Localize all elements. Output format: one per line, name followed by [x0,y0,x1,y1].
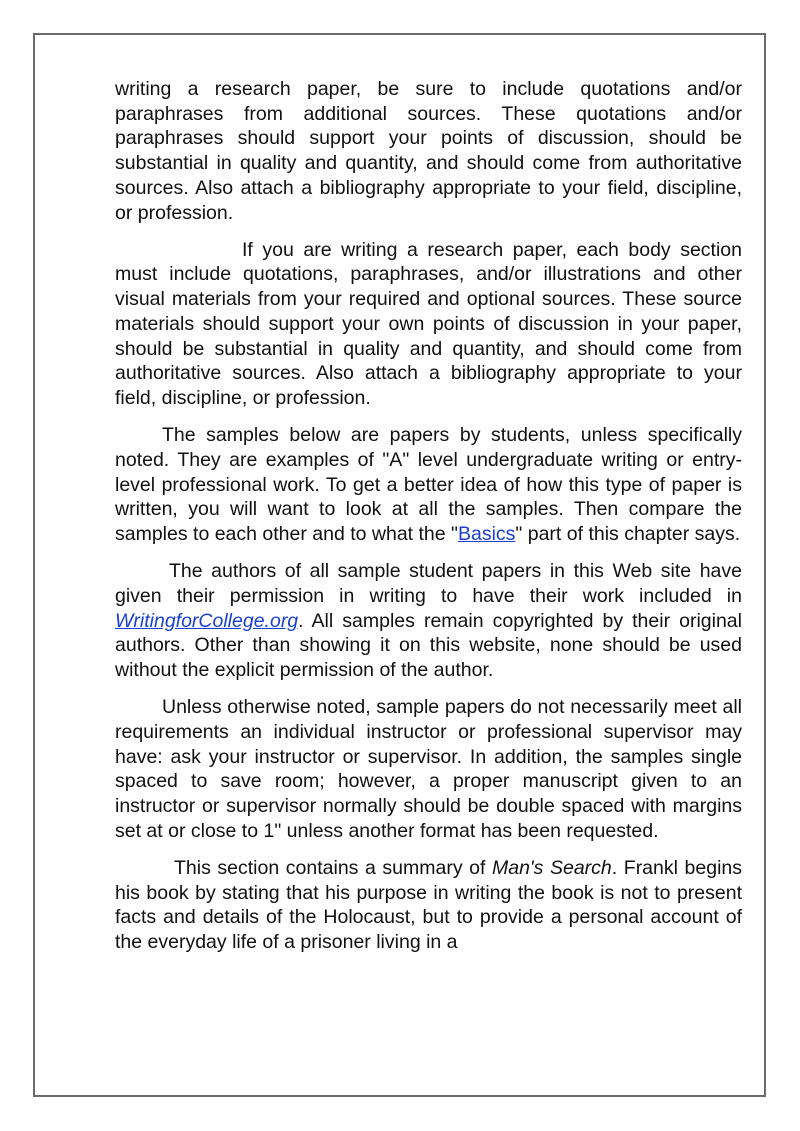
paragraph-3-text-start: The samples below are papers by students, unless specifically noted. They are examples of "A" level undergraduate writing or entry-level professional work. To get a better idea of how this type of paper is written, you will want to look at all the samples. Then compare the samples to each other and to what the " [115,424,742,545]
writingforcollege-link[interactable]: WritingforCollege.org [115,609,299,632]
paragraph-6 [115,856,742,955]
paragraph-4-text-end: . All samples remain copyrighted by their original authors. Other than showing it on this website, none should be used without the explicit permission of the author. [115,609,742,681]
paragraph-4-text-start: The authors of all sample student papers in this Web site have given their permission in writing to have their work included in [115,560,742,607]
paragraph-3-text-end: " part of this chapter says. [515,522,741,545]
basics-link[interactable]: Basics [457,522,516,545]
paragraph-6-text-start: This section contains a summary of [174,856,492,879]
paragraph-6-text-end: . Frankl begins his book by stating that his purpose in writing the book is not to present facts and details of the Holocaust, but to provide a personal account of the everyday life of a prisoner living in a [115,856,742,953]
paragraph-2: If you are writing a research paper, each body section must include quotations, paraphrases, and/or illustrations and other visual materials from your required and optional sources. These source materials should support your own points of discussion in your paper, should be substantial in quality and quantity, and should come from authoritative sources. Also attach a bibliography appropriate to your field, discipline, or profession. [115,238,742,409]
paragraph-5: Unless otherwise noted, sample papers do not necessarily meet all requirements an individual instructor or professional supervisor may have: ask your instructor or supervisor. In addition, the samples single spaced to save room; however, a proper manuscript given to an instructor or supervisor normally should be double spaced with margins set at or close to 1" unless another format has been requested. [115,696,742,842]
paragraph-1: writing a research paper, be sure to include quotations and/or paraphrases from additional sources. These quotations and/or paraphrases should support your points of discussion, should be substantial in quality and quantity, and should come from authoritative sources. Also attach a bibliography appropriate to your field, discipline, or profession. [115,78,742,224]
document-body [115,77,742,967]
paragraph-3 [115,423,742,547]
paragraph-4 [115,559,742,683]
book-title: Man's Search [492,856,612,879]
